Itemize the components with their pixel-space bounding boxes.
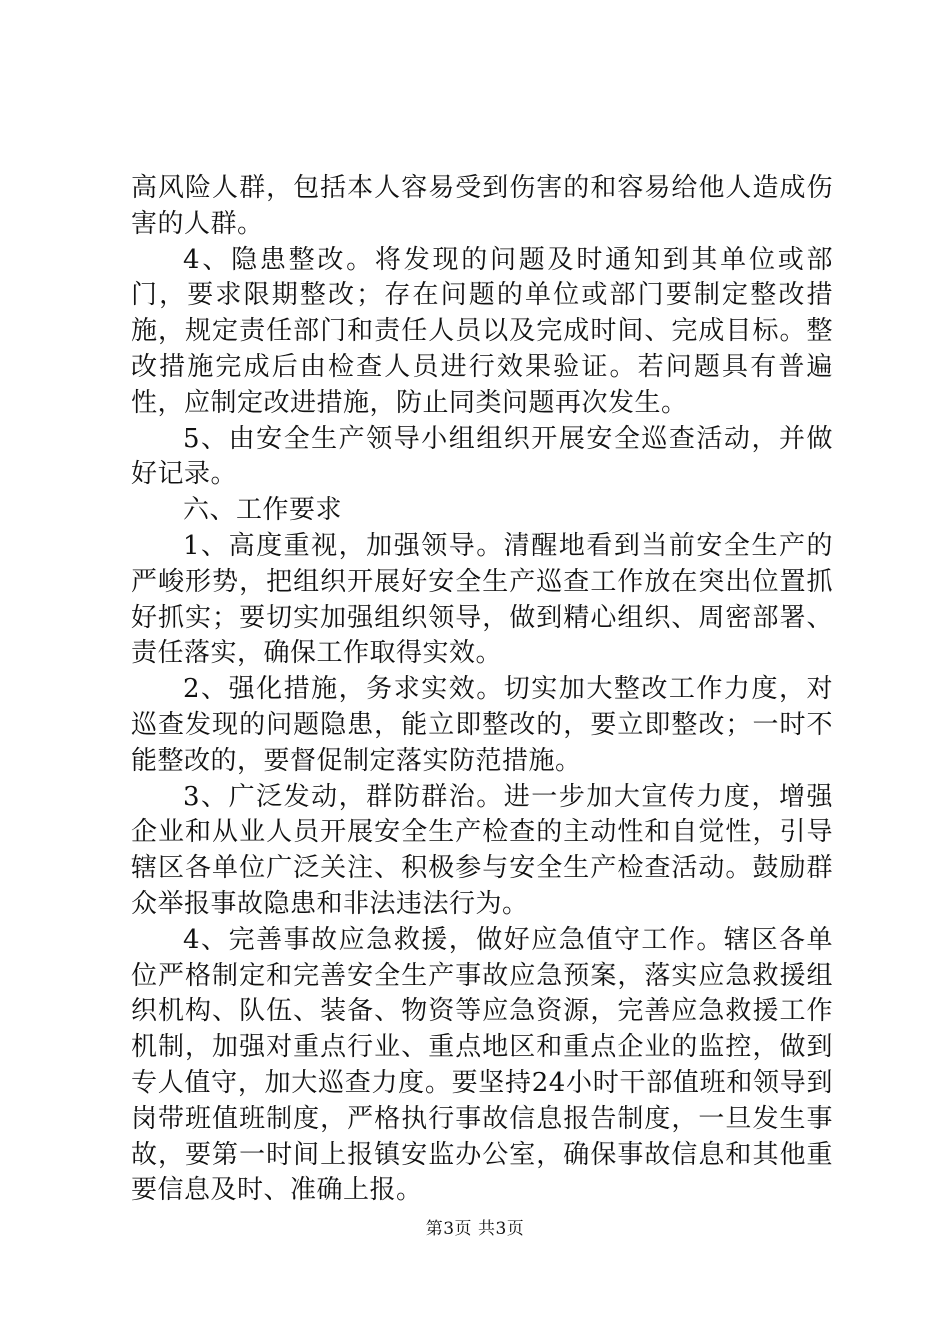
page-number-footer: 第3页 共3页 xyxy=(425,1219,525,1239)
document-body xyxy=(131,171,833,1209)
paragraph-requirement-4: 4、完善事故应急救援，做好应急值守工作。辖区各单位严格制定和完善安全生产事故应急预案，落实应急救援组织机构、队伍、装备、物资等应急资源，完善应急救援工作机制，加强对重点行业、重点地区和重点企业的监控，做到专人值守，加大巡查力度。要坚持24小时干部值班和领导到岗带班值班制度，严格执行事故信息报告制度，一旦发生事故，要第一时间上报镇安监办公室，确保事故信息和其他重要信息及时、准确上报。 xyxy=(131,924,833,1206)
paragraph-requirement-2: 2、强化措施，务求实效。切实加大整改工作力度，对巡查发现的问题隐患，能立即整改的，要立即整改；一时不能整改的，要督促制定落实防范措施。 xyxy=(131,674,833,776)
paragraph-requirement-1: 1、高度重视，加强领导。清醒地看到当前安全生产的严峻形势，把组织开展好安全生产巡查工作放在突出位置抓好抓实；要切实加强组织领导，做到精心组织、周密部署、责任落实，确保工作取得实效。 xyxy=(131,530,833,669)
section-heading-work-requirements: 六、工作要求 xyxy=(183,495,343,526)
paragraph-requirement-3: 3、广泛发动，群防群治。进一步加大宣传力度，增强企业和从业人员开展安全生产检查的主动性和自觉性，引导辖区各单位广泛关注、积极参与安全生产检查活动。鼓励群众举报事故隐患和非法违法行为。 xyxy=(131,781,833,919)
paragraph-item-5-patrol: 5、由安全生产领导小组组织开展安全巡查活动，并做好记录。 xyxy=(131,423,833,490)
paragraph-item-4-rectification: 4、隐患整改。将发现的问题及时通知到其单位或部门，要求限期整改；存在问题的单位或部门要制定整改措施，规定责任部门和责任人员以及完成时间、完成目标。整改措施完成后由检查人员进行效果验证。若问题具有普遍性，应制定改进措施，防止同类问题再次发生。 xyxy=(131,244,833,418)
paragraph-continuation: 高风险人群，包括本人容易受到伤害的和容易给他人造成伤害的人群。 xyxy=(131,173,833,239)
